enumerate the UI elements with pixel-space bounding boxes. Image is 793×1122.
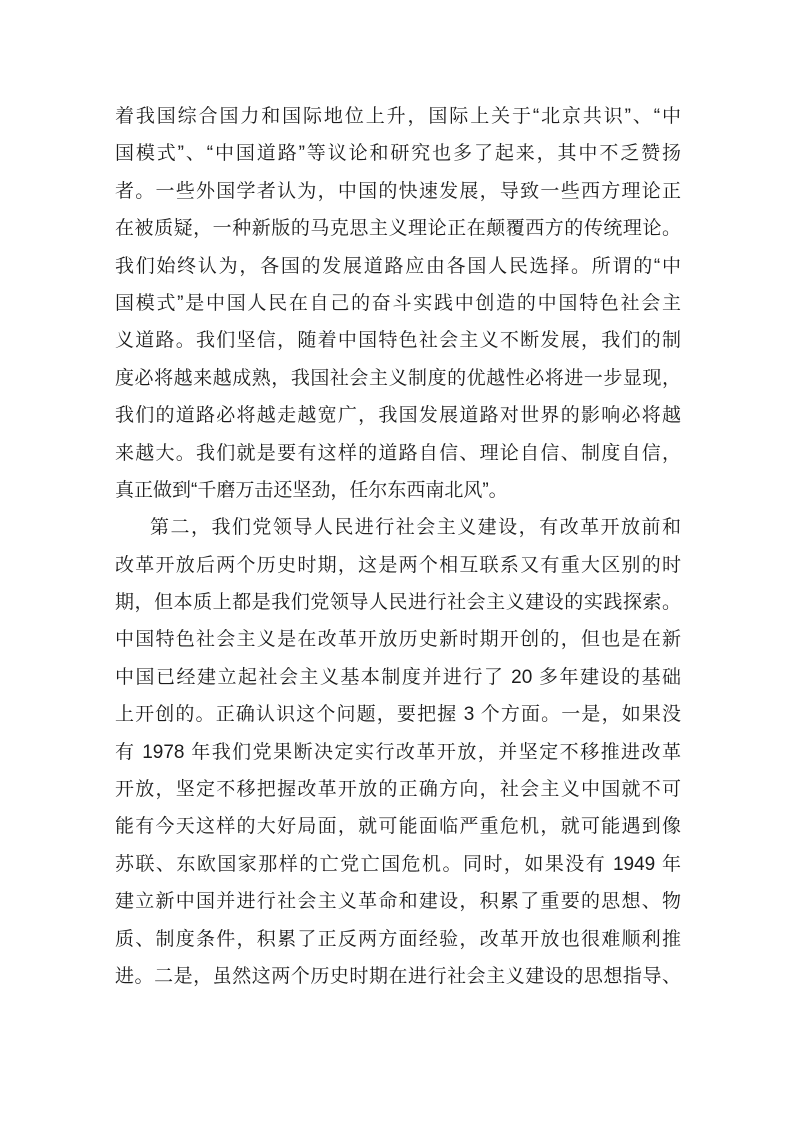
text-line: 国模式”、“中国道路”等议论和研究也多了起来，其中不乏赞扬: [115, 143, 681, 165]
text-line: 度必将越来越成熟，我国社会主义制度的优越性必将进一步显现，: [115, 367, 681, 389]
text-line: 有 1978 年我们党果断决定实行改革开放，并坚定不移推进改革: [115, 741, 681, 763]
text-line: 义道路。我们坚信，随着中国特色社会主义不断发展，我们的制: [115, 330, 681, 352]
text-line: 期，但本质上都是我们党领导人民进行社会主义建设的实践探索。: [115, 592, 681, 614]
text-line: 上开创的。正确认识这个问题，要把握 3 个方面。一是，如果没: [115, 704, 681, 726]
document-text: [115, 98, 681, 995]
text-line: 来越大。我们就是要有这样的道路自信、理论自信、制度自信，: [115, 442, 681, 464]
text-line: 者。一些外国学者认为，中国的快速发展，导致一些西方理论正: [115, 180, 681, 202]
text-line: 改革开放后两个历史时期，这是两个相互联系又有重大区别的时: [115, 554, 681, 576]
text-line: 在被质疑，一种新版的马克思主义理论正在颠覆西方的传统理论。: [115, 218, 681, 240]
text-line: 中国特色社会主义是在改革开放历史新时期开创的，但也是在新: [115, 629, 681, 651]
text-line: 真正做到“千磨万击还坚劲，任尔东西南北风”。: [115, 479, 508, 501]
text-line: 建立新中国并进行社会主义革命和建设，积累了重要的思想、物: [115, 891, 681, 913]
text-line: 着我国综合国力和国际地位上升，国际上关于“北京共识”、“中: [115, 106, 681, 127]
paragraph-1: [115, 98, 681, 509]
text-line: 进。二是，虽然这两个历史时期在进行社会主义建设的思想指导、: [115, 965, 681, 987]
text-line: 国模式”是中国人民在自己的奋斗实践中创造的中国特色社会主: [115, 292, 681, 314]
text-line: 苏联、东欧国家那样的亡党亡国危机。同时，如果没有 1949 年: [115, 853, 681, 875]
text-line: 开放，坚定不移把握改革开放的正确方向，社会主义中国就不可: [115, 779, 681, 801]
text-line: 质、制度条件，积累了正反两方面经验，改革开放也很难顺利推: [115, 928, 681, 950]
text-line: 我们始终认为，各国的发展道路应由各国人民选择。所谓的“中: [115, 255, 681, 277]
text-line: 中国已经建立起社会主义基本制度并进行了 20 多年建设的基础: [115, 666, 681, 688]
text-line: 第二，我们党领导人民进行社会主义建设，有改革开放前和: [150, 517, 681, 539]
paragraph-2: [115, 509, 681, 995]
text-line: 能有今天这样的大好局面，就可能面临严重危机，就可能遇到像: [115, 816, 681, 838]
text-line: 我们的道路必将越走越宽广，我国发展道路对世界的影响必将越: [115, 405, 681, 427]
